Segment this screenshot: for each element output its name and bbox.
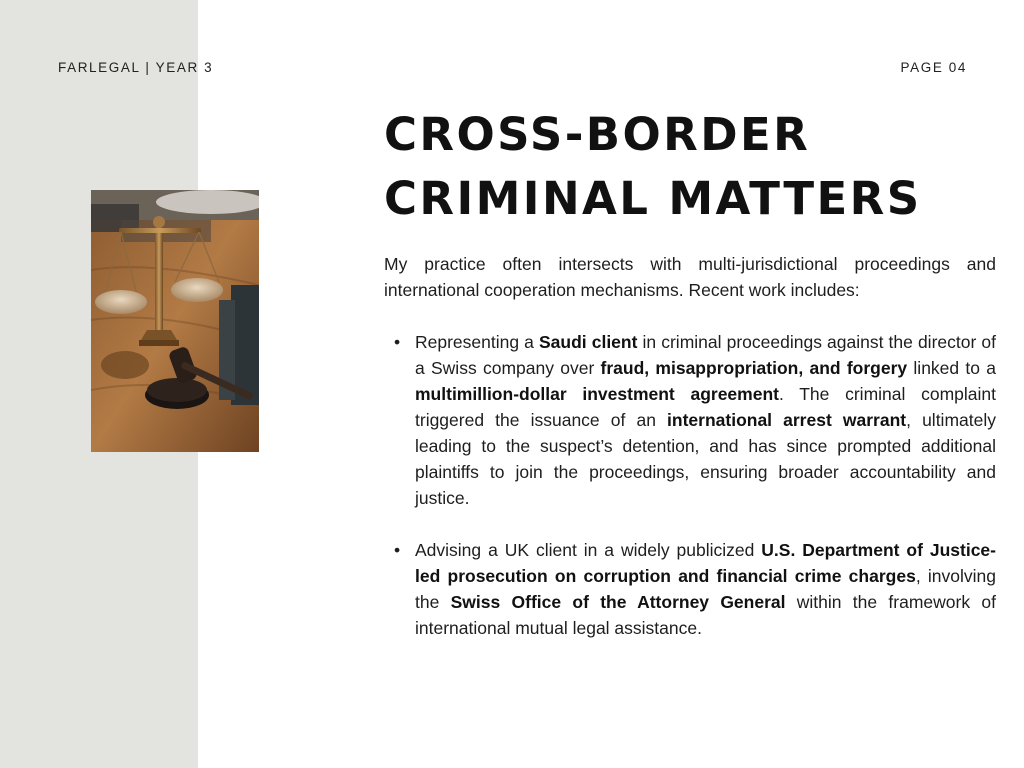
emphasis-text: international arrest warrant: [667, 410, 907, 430]
item-text: in criminal proceedings against the director of a Swiss company over: [415, 332, 996, 378]
report-label: FARLEGAL | YEAR 3: [58, 60, 214, 75]
content-body: [384, 251, 996, 641]
page-title: [384, 103, 984, 231]
emphasis-text: multimillion-dollar investment agreement: [415, 384, 779, 404]
scales-of-justice-photo: [91, 190, 259, 452]
item-text: linked to a: [907, 358, 996, 378]
bullet-icon: •: [394, 540, 401, 560]
page-title-line-2: CRIMINAL MATTERS: [384, 172, 922, 225]
item-text: within the framework of international mutual legal assistance.: [415, 592, 996, 638]
item-text: , ultimately leading to the suspect’s detention, and has since prompted additional plaintiffs to join the proceedings, ensuring broader accountability and justice.: [415, 410, 996, 508]
item-text: Advising a UK client in a widely publicized: [415, 540, 762, 560]
emphasis-text: Saudi client: [539, 332, 638, 352]
work-list: [384, 329, 996, 641]
page-title-line-1: CROSS-BORDER: [384, 108, 811, 161]
item-text: Representing a: [415, 332, 539, 352]
item-text: , involving the: [415, 566, 996, 612]
emphasis-text: Swiss Office of the Attorney General: [450, 592, 786, 612]
list-item: [384, 537, 996, 641]
intro-paragraph: My practice often intersects with multi-jurisdictional proceedings and international cooperation mechanisms. Recent work includes:: [384, 254, 996, 300]
emphasis-text: fraud, misappropriation, and forgery: [600, 358, 908, 378]
list-item: [384, 329, 996, 511]
emphasis-text: U.S. Department of Justice-led prosecution on corruption and financial crime charges: [415, 540, 996, 586]
page-number: PAGE 04: [900, 60, 967, 75]
item-text: . The criminal complaint triggered the issuance of an: [415, 384, 996, 430]
bullet-icon: •: [394, 332, 401, 352]
